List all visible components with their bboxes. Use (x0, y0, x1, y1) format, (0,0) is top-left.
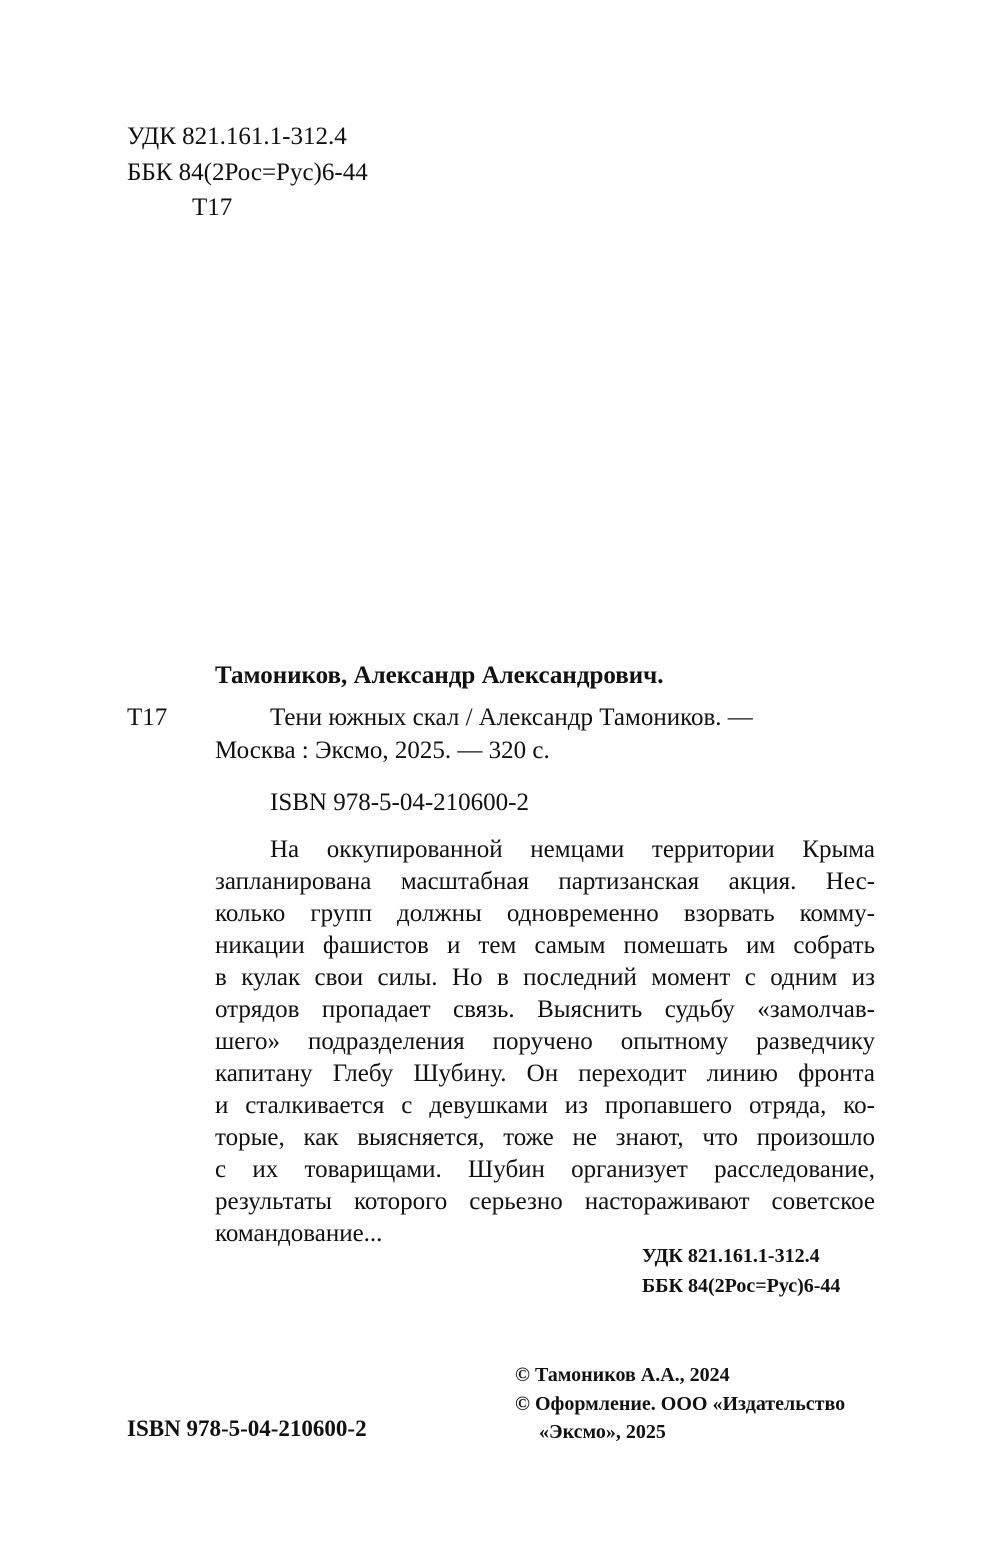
bbk-code-top: ББК 84(2Рос=Рус)6-44 (127, 159, 368, 186)
udk-code-top: УДК 821.161.1-312.4 (127, 123, 347, 150)
annotation-line: шего» подразделения поручено опытному разведчику (215, 1028, 875, 1055)
author-mark-left: Т17 (127, 704, 168, 731)
annotation-line: результаты которого серьезно настораживают советское (215, 1188, 875, 1215)
annotation-line: торые, как выясняется, тоже не знают, что произошло (215, 1124, 875, 1151)
author-heading: Тамоников, Александр Александрович. (215, 662, 664, 689)
title-line-2: Москва : Эксмо, 2025. — 320 с. (215, 737, 550, 764)
annotation-line: капитану Глебу Шубину. Он переходит линию фронта (215, 1060, 875, 1087)
annotation (215, 834, 875, 1250)
annotation-line: колько групп должны одновременно взорвать комму- (215, 900, 875, 927)
title-line-1: Тени южных скал / Александр Тамоников. — (270, 704, 753, 731)
copyright-author: © Тамоников А.А., 2024 (515, 1364, 730, 1386)
author-mark-top: Т17 (192, 194, 233, 221)
annotation-line: запланирована масштабная партизанская акция. Нес- (215, 868, 875, 895)
annotation-line: отрядов пропадает связь. Выяснить судьбу «замолчав- (215, 996, 875, 1023)
annotation-line: с их товарищами. Шубин организует расследование, (215, 1156, 875, 1183)
bbk-code-bottom: ББК 84(2Рос=Рус)6-44 (642, 1275, 841, 1297)
annotation-line: На оккупированной немцами территории Крыма (270, 836, 875, 863)
isbn-inline: ISBN 978-5-04-210600-2 (270, 789, 530, 816)
udk-code-bottom: УДК 821.161.1-312.4 (642, 1245, 820, 1267)
copyright-design-continued: «Эксмо», 2025 (539, 1421, 666, 1443)
annotation-line: и сталкивается с девушками из пропавшего отряда, ко- (215, 1092, 875, 1119)
copyright-design: © Оформление. ООО «Издательство (515, 1393, 846, 1415)
isbn-footer: ISBN 978-5-04-210600-2 (127, 1416, 367, 1441)
annotation-line: в кулак свои силы. Но в последний момент с одним из (215, 964, 875, 991)
annotation-line: никации фашистов и тем самым помешать им собрать (215, 932, 875, 959)
annotation-line: командование... (215, 1220, 383, 1247)
